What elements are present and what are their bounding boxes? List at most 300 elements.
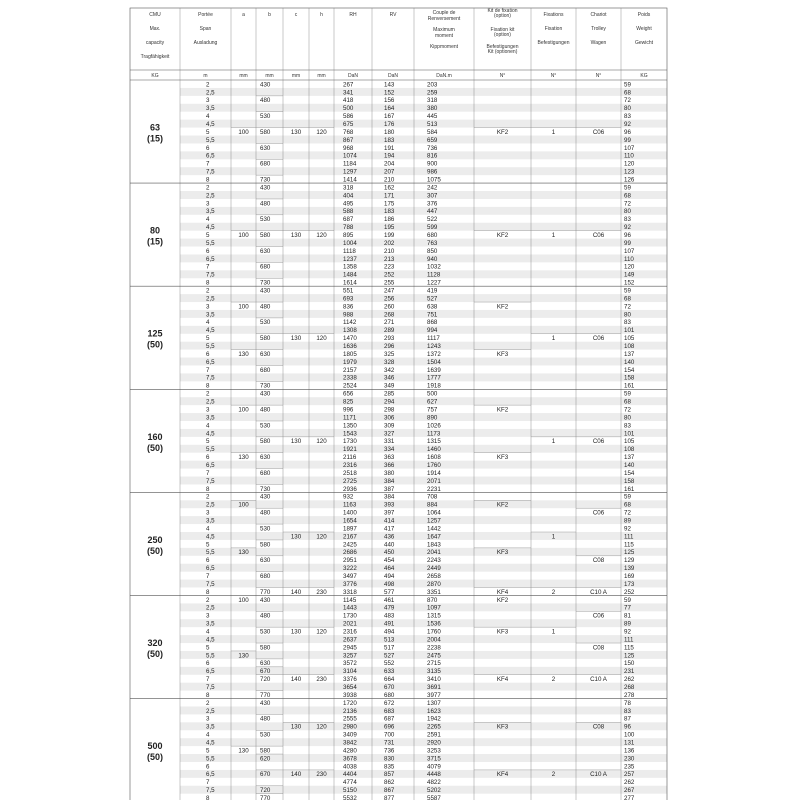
cell-rv: 527: [384, 652, 395, 660]
cell-fix: 2: [551, 771, 556, 779]
row-stripe: [180, 151, 667, 159]
cell-couple: 1504: [427, 358, 441, 366]
cell-a: 100: [238, 232, 249, 239]
cell-rh: 2555: [343, 715, 357, 723]
cell-poids: 68: [624, 89, 631, 97]
cell-rv: 513: [384, 636, 395, 644]
cell-couple: 1372: [427, 350, 441, 358]
header-couple-line-0: Couple de: [432, 10, 456, 16]
cell-rh: 2167: [343, 533, 357, 541]
cell-b: 530: [260, 113, 271, 121]
cell-portee: 3,5: [206, 517, 215, 525]
cell-rv: 309: [384, 422, 395, 430]
capacity-sub-label: (50): [146, 442, 164, 453]
cell-couple: 3351: [427, 588, 441, 596]
cell-portee: 2: [206, 390, 210, 398]
cell-couple: 1173: [427, 430, 441, 438]
cell-h: 120: [316, 628, 327, 636]
cell-couple: 380: [427, 105, 438, 113]
cell-h: 120: [316, 335, 327, 343]
cell-rh: 1543: [343, 430, 357, 438]
cell-c: 130: [290, 438, 302, 446]
cell-rv: 517: [384, 644, 395, 652]
header-portee-line-2: Ausladung: [193, 40, 218, 46]
cell-kit: KF4: [496, 588, 509, 596]
capacity-label: 63: [149, 122, 161, 133]
cell-poids: 92: [624, 120, 631, 128]
cell-b: 430: [260, 493, 271, 501]
cell-b: 730: [260, 382, 271, 390]
cell-rv: 210: [384, 176, 395, 184]
cell-poids: 158: [624, 374, 635, 382]
cell-rh: 3572: [343, 660, 357, 668]
cell-a: 130: [238, 652, 249, 660]
header-rv-line-0: RV: [389, 12, 397, 18]
cell-portee: 6,5: [206, 152, 215, 160]
cell-rv: 194: [384, 152, 395, 160]
cell-poids: 139: [624, 565, 635, 573]
cell-poids: 96: [624, 232, 631, 239]
cell-couple: 1918: [427, 382, 441, 390]
header-portee-line-1: Span: [199, 26, 212, 32]
capacity-label: 125: [147, 328, 163, 339]
cell-h: 120: [316, 438, 327, 446]
cell-portee: 3,5: [206, 414, 215, 422]
unit-couple: DaN.m: [436, 73, 452, 79]
cell-rh: 996: [343, 406, 354, 414]
cell-rh: 2316: [343, 628, 357, 636]
cell-portee: 4,5: [206, 120, 215, 128]
cell-rh: 3842: [343, 739, 357, 747]
unit-fix: N°: [550, 73, 557, 79]
row-stripe: [180, 167, 667, 175]
row-stripe: [180, 223, 667, 231]
capacity-label: 250: [147, 534, 163, 545]
cell-portee: 7,5: [206, 168, 215, 176]
capacity-sub-label: (50): [146, 339, 164, 350]
row-stripe: [180, 270, 667, 278]
cell-rv: 384: [384, 493, 395, 501]
cell-poids: 78: [624, 699, 631, 707]
cell-rh: 1730: [343, 612, 357, 620]
cell-portee: 2: [206, 81, 210, 89]
cell-rv: 450: [384, 549, 395, 557]
cell-rh: 1730: [343, 438, 357, 446]
cell-b: 430: [260, 699, 271, 707]
row-stripe: [180, 619, 667, 627]
cell-portee: 3: [206, 509, 210, 517]
cell-rh: 500: [343, 105, 354, 113]
cell-portee: 2,5: [206, 707, 215, 715]
cell-poids: 152: [624, 279, 635, 287]
capacity-label: 320: [147, 637, 163, 648]
cell-kit: KF2: [496, 406, 509, 414]
unit-portee: m: [203, 73, 208, 79]
cell-rh: 3409: [343, 731, 357, 739]
cell-rh: 867: [343, 136, 354, 144]
cell-portee: 5: [206, 644, 210, 652]
cell-couple: 1760: [427, 461, 441, 469]
cell-rv: 700: [384, 731, 395, 739]
unit-chariot: N°: [595, 73, 602, 79]
cell-rh: 3654: [343, 684, 357, 692]
cell-rv: 454: [384, 557, 395, 565]
cell-rh: 5532: [343, 795, 357, 800]
cell-couple: 763: [427, 239, 438, 247]
cell-rv: 342: [384, 366, 395, 374]
cell-poids: 83: [624, 113, 631, 121]
cell-b: 580: [260, 644, 271, 652]
cell-rv: 289: [384, 327, 395, 335]
cell-rh: 1654: [343, 517, 357, 525]
cell-rv: 328: [384, 358, 395, 366]
cell-portee: 4,5: [206, 739, 215, 747]
cell-rv: 461: [384, 596, 395, 604]
cell-portee: 5,5: [206, 239, 215, 247]
cell-rv: 464: [384, 565, 395, 573]
cell-rh: 3776: [343, 580, 357, 588]
cell-couple: 816: [427, 152, 438, 160]
cell-portee: 5: [206, 747, 210, 755]
cell-b: 480: [260, 612, 271, 620]
row-stripe: [180, 342, 667, 350]
cell-rh: 1145: [343, 596, 357, 604]
cell-poids: 101: [624, 327, 635, 335]
cell-rv: 298: [384, 406, 395, 414]
cell-rh: 2136: [343, 707, 357, 715]
cell-rv: 491: [384, 620, 395, 628]
cell-fix: 1: [551, 438, 556, 446]
cell-couple: 2475: [427, 652, 441, 660]
cell-rv: 384: [384, 477, 395, 485]
cell-rh: 932: [343, 493, 354, 501]
cell-poids: 154: [624, 366, 635, 374]
cell-poids: 105: [624, 438, 635, 446]
cell-couple: 1460: [427, 446, 441, 454]
cell-poids: 89: [624, 620, 631, 628]
cell-poids: 83: [624, 216, 631, 224]
cell-chariot: C06: [592, 335, 605, 343]
row-stripe: [180, 413, 667, 421]
cell-chariot: C06: [592, 128, 605, 136]
capacity-label: 80: [149, 225, 161, 236]
cell-b: 620: [260, 755, 271, 763]
cell-c: 130: [290, 232, 302, 239]
cell-rv: 857: [384, 771, 395, 779]
header-chariot-line-1: Trolley: [591, 26, 606, 32]
header-cmu-line-2: capacity: [145, 40, 165, 46]
cell-portee: 7: [206, 263, 210, 271]
cell-poids: 140: [624, 461, 635, 469]
cell-c: 130: [290, 628, 302, 636]
row-stripe: [180, 207, 667, 215]
cell-portee: 5: [206, 232, 210, 239]
cell-rh: 5150: [343, 787, 357, 795]
cell-h: 120: [316, 723, 327, 731]
cell-rh: 825: [343, 398, 354, 406]
cell-c: 140: [290, 588, 302, 596]
cell-poids: 268: [624, 684, 635, 692]
cell-rh: 3376: [343, 676, 357, 684]
cell-portee: 3: [206, 715, 210, 723]
cell-rh: 4774: [343, 779, 357, 787]
unit-poids: KG: [640, 73, 648, 79]
cell-rh: 2936: [343, 485, 357, 493]
cell-rh: 341: [343, 89, 354, 97]
cell-rh: 1358: [343, 263, 357, 271]
cell-couple: 527: [427, 295, 438, 303]
cell-poids: 68: [624, 295, 631, 303]
row-stripe: [180, 373, 667, 381]
cell-rv: 176: [384, 120, 395, 128]
cell-poids: 77: [624, 604, 631, 612]
cell-rv: 285: [384, 390, 395, 398]
cell-couple: 1315: [427, 438, 441, 446]
cell-kit: KF2: [496, 596, 509, 604]
cell-b: 530: [260, 422, 271, 430]
cell-rv: 696: [384, 723, 395, 731]
cell-b: 430: [260, 390, 271, 398]
cell-rv: 494: [384, 628, 395, 636]
cell-couple: 1914: [427, 469, 441, 477]
row-stripe: [180, 239, 667, 247]
cell-rh: 1897: [343, 525, 357, 533]
cell-rh: 1184: [343, 160, 357, 168]
cell-poids: 68: [624, 501, 631, 509]
cell-b: 580: [260, 438, 271, 446]
cell-rh: 1470: [343, 335, 357, 343]
cell-b: 670: [260, 668, 271, 676]
cell-rv: 877: [384, 795, 395, 800]
row-stripe: [180, 326, 667, 334]
cell-rv: 867: [384, 787, 395, 795]
cell-rv: 252: [384, 271, 395, 279]
cell-rv: 440: [384, 541, 395, 549]
cell-poids: 59: [624, 287, 631, 295]
header-chariot-line-2: Wagen: [590, 40, 607, 46]
cell-rv: 162: [384, 184, 395, 192]
cell-couple: 447: [427, 208, 438, 216]
cell-rv: 683: [384, 707, 395, 715]
cell-chariot: C08: [592, 557, 605, 565]
cell-portee: 4,5: [206, 533, 215, 541]
cell-rh: 4404: [343, 771, 357, 779]
capacity-sub-label: (15): [146, 236, 164, 247]
cell-rv: 202: [384, 239, 395, 247]
capacity-sub-label: (15): [146, 133, 164, 144]
row-stripe: [180, 738, 667, 746]
cell-poids: 59: [624, 493, 631, 501]
cell-couple: 659: [427, 136, 438, 144]
cell-poids: 100: [624, 731, 635, 739]
cell-rv: 436: [384, 533, 395, 541]
cell-rv: 680: [384, 691, 395, 699]
header-kit-line-0: Kit de fixation: [487, 8, 518, 14]
cell-rh: 3678: [343, 755, 357, 763]
header-a-line-0: a: [242, 12, 245, 18]
cell-rh: 675: [343, 120, 354, 128]
cell-rh: 1308: [343, 327, 357, 335]
cell-c: 130: [290, 723, 302, 731]
cell-rh: 495: [343, 200, 354, 208]
cell-poids: 125: [624, 652, 635, 660]
cell-couple: 986: [427, 168, 438, 176]
cell-b: 480: [260, 509, 271, 517]
cell-poids: 136: [624, 747, 635, 755]
cell-rh: 693: [343, 295, 354, 303]
cell-b: 770: [260, 588, 271, 596]
cell-rv: 414: [384, 517, 395, 525]
cell-b: 680: [260, 160, 271, 168]
cell-couple: 4448: [427, 771, 441, 779]
cell-couple: 1307: [427, 699, 441, 707]
cell-portee: 5: [206, 128, 210, 136]
row-stripe: [180, 603, 667, 611]
unit-rv: DaN: [387, 73, 399, 79]
row-stripe: [180, 254, 667, 262]
header-cmu-line-0: CMU: [149, 12, 161, 18]
cell-couple: 1536: [427, 620, 441, 628]
cell-rv: 180: [384, 128, 395, 136]
cell-b: 530: [260, 731, 271, 739]
header-kit-line-5: Kit (optionen): [487, 49, 518, 55]
cell-b: 580: [260, 541, 271, 549]
cell-portee: 2: [206, 287, 210, 295]
cell-rh: 656: [343, 390, 354, 398]
cell-couple: 242: [427, 184, 438, 192]
header-couple-line-3: moment: [434, 33, 454, 39]
cell-fix: 1: [551, 628, 556, 636]
cell-couple: 2449: [427, 565, 441, 573]
cell-couple: 1647: [427, 533, 441, 541]
cell-b: 530: [260, 525, 271, 533]
cell-rh: 3497: [343, 572, 357, 580]
cell-couple: 259: [427, 89, 438, 97]
header-fix-line-0: Fixations: [543, 12, 564, 18]
cell-couple: 584: [427, 128, 438, 136]
cell-b: 770: [260, 795, 271, 800]
cell-rh: 551: [343, 287, 354, 295]
cell-fix: 1: [551, 533, 556, 541]
header-fix-line-2: Befestigungen: [537, 40, 570, 46]
row-stripe: [180, 786, 667, 794]
cell-h: 230: [316, 588, 327, 596]
cell-couple: 4079: [427, 763, 441, 771]
cell-portee: 2,5: [206, 604, 215, 612]
cell-rv: 670: [384, 684, 395, 692]
cell-portee: 8: [206, 691, 210, 699]
cell-poids: 59: [624, 81, 631, 89]
cell-chariot: C06: [592, 438, 605, 446]
cell-couple: 5202: [427, 787, 441, 795]
unit-rh: DaN: [347, 73, 359, 79]
cell-poids: 231: [624, 668, 635, 676]
cell-rv: 204: [384, 160, 395, 168]
cell-poids: 101: [624, 430, 635, 438]
cell-portee: 4,5: [206, 224, 215, 232]
cell-couple: 3410: [427, 676, 441, 684]
cell-couple: 445: [427, 113, 438, 121]
row-stripe: [180, 445, 667, 453]
cell-portee: 6,5: [206, 255, 215, 263]
cell-a: 100: [238, 596, 249, 604]
capacity-sub-label: (50): [146, 752, 164, 763]
cell-b: 680: [260, 572, 271, 580]
cell-rv: 207: [384, 168, 395, 176]
cell-rh: 895: [343, 232, 354, 239]
cell-poids: 72: [624, 509, 631, 517]
cell-rh: 1484: [343, 271, 357, 279]
cell-couple: 1075: [427, 176, 441, 184]
cell-couple: 751: [427, 311, 438, 319]
row-stripe: [180, 754, 667, 762]
cell-couple: 708: [427, 493, 438, 501]
cell-poids: 277: [624, 795, 635, 800]
cell-rv: 417: [384, 525, 395, 533]
cell-couple: 1843: [427, 541, 441, 549]
cell-portee: 4,5: [206, 327, 215, 335]
cell-rh: 267: [343, 81, 354, 89]
cell-b: 730: [260, 176, 271, 184]
cell-poids: 89: [624, 517, 631, 525]
cell-chariot: C10 A: [590, 676, 607, 684]
cell-a: 130: [238, 454, 249, 462]
cell-chariot: C06: [592, 509, 605, 517]
cell-rh: 1443: [343, 604, 357, 612]
cell-rv: 223: [384, 263, 395, 271]
cell-poids: 92: [624, 628, 631, 636]
cell-poids: 59: [624, 596, 631, 604]
cell-rh: 1237: [343, 255, 357, 263]
cell-b: 530: [260, 628, 271, 636]
cell-kit: KF2: [496, 501, 509, 509]
cell-rh: 418: [343, 97, 354, 105]
cell-poids: 108: [624, 446, 635, 454]
cell-portee: 7: [206, 160, 210, 168]
cell-portee: 2,5: [206, 295, 215, 303]
cell-rv: 479: [384, 604, 395, 612]
cell-portee: 3: [206, 200, 210, 208]
cell-rh: 3104: [343, 668, 357, 676]
cell-rv: 199: [384, 232, 395, 239]
cell-poids: 149: [624, 271, 635, 279]
cell-b: 530: [260, 319, 271, 327]
cell-rh: 1979: [343, 358, 357, 366]
cell-portee: 4,5: [206, 430, 215, 438]
cell-couple: 3135: [427, 668, 441, 676]
cell-poids: 80: [624, 105, 631, 113]
cell-rh: 1297: [343, 168, 357, 176]
cell-rh: 586: [343, 113, 354, 121]
cell-rh: 1400: [343, 509, 357, 517]
cell-portee: 2: [206, 184, 210, 192]
cell-couple: 2243: [427, 557, 441, 565]
cell-b: 680: [260, 469, 271, 477]
cell-rv: 255: [384, 279, 395, 287]
cell-poids: 235: [624, 763, 635, 771]
cell-rv: 498: [384, 580, 395, 588]
cell-portee: 7,5: [206, 580, 215, 588]
cell-rv: 393: [384, 501, 395, 509]
header-poids-line-2: Gewicht: [634, 40, 654, 46]
cell-rv: 736: [384, 747, 395, 755]
header-kit-line-1: (option): [494, 13, 511, 19]
cell-poids: 81: [624, 612, 631, 620]
cell-couple: 1032: [427, 263, 441, 271]
cell-poids: 83: [624, 422, 631, 430]
cell-rv: 325: [384, 350, 395, 358]
cell-rv: 633: [384, 668, 395, 676]
